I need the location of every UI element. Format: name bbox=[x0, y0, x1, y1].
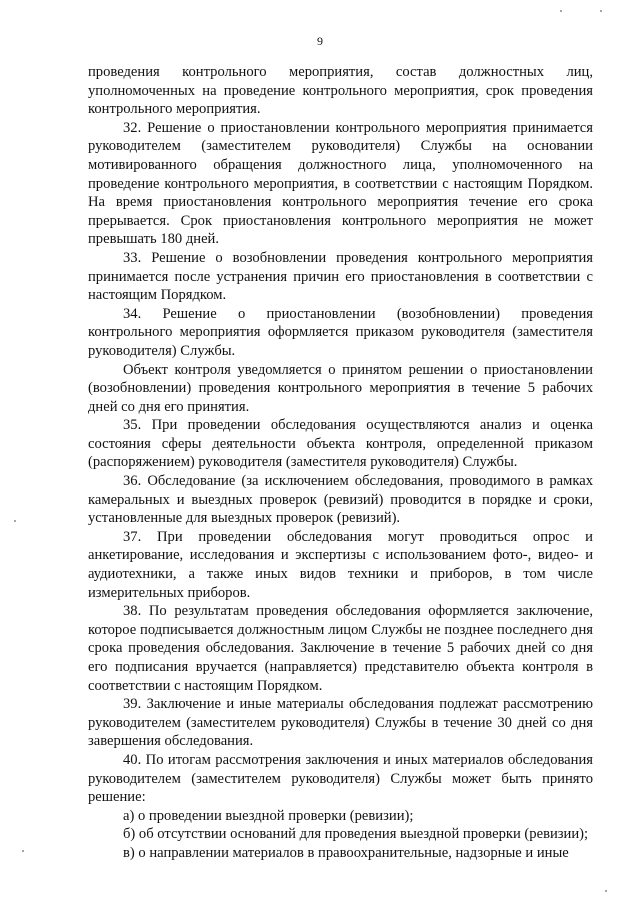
paragraph-36: 36. Обследование (за исключением обследования, проводимого в рамках камеральных и выездных проверок (ревизий) проводится в порядке и сроки, установленные для выездных проверок (ревизий). bbox=[88, 473, 593, 527]
paragraph-37: 37. При проведении обследования могут проводиться опрос и анкетирование, исследования и экспертизы с использованием фото-, видео- и аудиотехники, а также иных видов техники и приборов, в том числе измерительных приборов. bbox=[88, 528, 593, 601]
scan-speck bbox=[560, 10, 562, 12]
list-item-b: б) об отсутствии оснований для проведения выездной проверки (ревизии); bbox=[123, 826, 589, 843]
paragraph-39: 39. Заключение и иные материалы обследования подлежат рассмотрению руководителем (заместителем руководителя) Службы в течение 30 дней со дня завершения обследования. bbox=[88, 696, 593, 750]
page-number: 9 bbox=[317, 34, 323, 48]
paragraph-32: 32. Решение о приостановлении контрольного мероприятия принимается руководителем (заместителем руководителя) Службы на основании мотивированного обращения должностного лица, уполномоченного на проведение контрольного мероприятия, в соответствии с настоящим Порядком. На время приостановления контрольного мероприятия течение его срока прерывается. Срок приостановления контрольного мероприятия не может превышать 180 дней. bbox=[88, 119, 593, 248]
paragraph-33: 33. Решение о возобновлении проведения контрольного мероприятия принимается после устранения причин его приостановления в соответствии с настоящим Порядком. bbox=[88, 249, 593, 304]
paragraph-34: 34. Решение о приостановлении (возобновлении) проведения контрольного мероприятия оформляется приказом руководителя (заместителя руководителя) Службы. bbox=[88, 305, 593, 359]
paragraph-35: 35. При проведении обследования осуществляются анализ и оценка состояния сферы деятельности объекта контроля, определенной приказом (распоряжением) руководителя (заместителя руководителя) Службы. bbox=[88, 417, 593, 471]
paragraph-38: 38. По результатам проведения обследования оформляется заключение, которое подписывается должностным лицом Службы не позднее последнего дня срока проведения обследования. Заключение в течение 5 рабочих дней со дня его подписания вручается (направляется) представителю объекта контроля в соответствии с настоящим Порядком. bbox=[88, 603, 593, 694]
document-body bbox=[88, 63, 593, 863]
paragraph-notification: Объект контроля уведомляется о принятом решении о приостановлении (возобновлении) проведения контрольного мероприятия в течение 5 рабочих дней со дня его принятия. bbox=[88, 361, 593, 415]
scan-speck bbox=[14, 520, 16, 522]
scan-speck bbox=[22, 850, 24, 852]
scan-speck bbox=[605, 890, 607, 892]
list-item-a: а) о проведении выездной проверки (ревизии); bbox=[123, 807, 414, 824]
paragraph-40: 40. По итогам рассмотрения заключения и иных материалов обследования руководителем (заместителем руководителя) Службы может быть принято решение: bbox=[88, 751, 593, 806]
paragraph-continuation: проведения контрольного мероприятия, состав должностных лиц, уполномоченных на проведение контрольного мероприятия, срок проведения контрольного мероприятия. bbox=[88, 64, 593, 118]
list-item-v: в) о направлении материалов в правоохранительные, надзорные и иные bbox=[123, 844, 569, 861]
scan-speck bbox=[600, 10, 602, 12]
